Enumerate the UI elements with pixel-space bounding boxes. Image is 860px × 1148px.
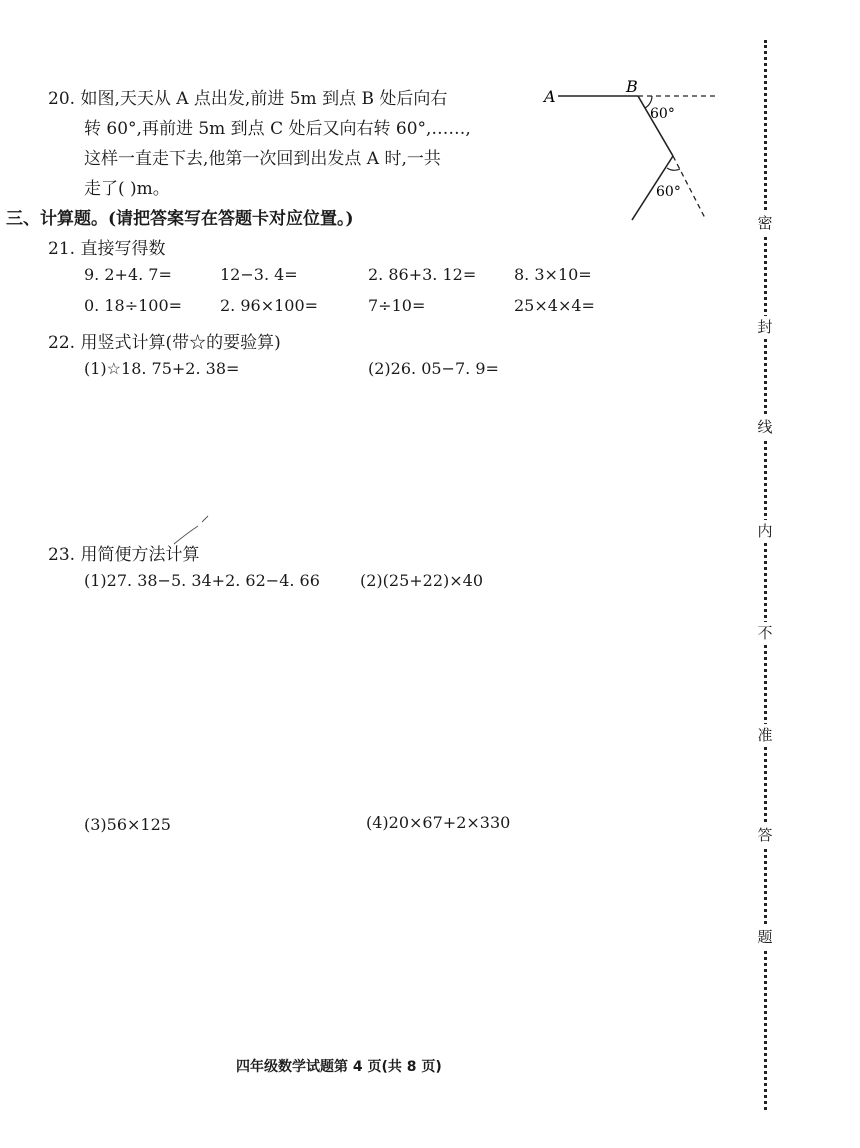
angle-label-2: 60° xyxy=(656,184,681,200)
q23-item-1: (1)27. 38−5. 34+2. 62−4. 66 xyxy=(84,571,320,590)
q21-row2-item4: 25×4×4= xyxy=(514,296,595,315)
point-b-label: B xyxy=(626,77,638,96)
q21-row2-item1: 0. 18÷100= xyxy=(84,296,183,315)
q20-line-2: 转 60°,再前进 5m 到点 C 处后又向右转 60°,……, xyxy=(84,119,471,139)
q21-row1-item4: 8. 3×10= xyxy=(514,265,592,284)
q22-title: 22. 用竖式计算(带☆的要验算) xyxy=(48,333,281,353)
q21-title: 21. 直接写得数 xyxy=(48,239,166,259)
point-a-label: A xyxy=(544,87,556,106)
seal-char-5: 不 xyxy=(754,622,776,644)
q23-title: 23. 用简便方法计算 xyxy=(48,545,200,565)
seal-char-1: 密 xyxy=(754,212,776,234)
q20-line-1: 20. 如图,天天从 A 点出发,前进 5m 到点 B 处后向右 xyxy=(48,89,448,109)
angle-label-1: 60° xyxy=(650,106,675,122)
angle-arc-2 xyxy=(667,168,680,170)
section-heading: 三、计算题。(请把答案写在答题卡对应位置。) xyxy=(6,209,354,229)
seal-char-7: 答 xyxy=(754,824,776,846)
seal-char-2: 封 xyxy=(754,316,776,338)
q23-item-4: (4)20×67+2×330 xyxy=(366,813,511,832)
q22-item-1: (1)☆18. 75+2. 38= xyxy=(84,359,240,378)
seal-char-3: 线 xyxy=(754,416,776,438)
q21-row2-item2: 2. 96×100= xyxy=(220,296,319,315)
q21-row1-item2: 12−3. 4= xyxy=(220,265,298,284)
q22-item-2: (2)26. 05−7. 9= xyxy=(368,359,499,378)
q21-row1-item1: 9. 2+4. 7= xyxy=(84,265,172,284)
seal-char-6: 准 xyxy=(754,724,776,746)
seal-dotted-line xyxy=(764,40,767,1110)
q20-line-3: 这样一直走下去,他第一次回到出发点 A 时,一共 xyxy=(84,149,441,169)
q23-item-3: (3)56×125 xyxy=(84,815,171,834)
page-footer: 四年级数学试题第 4 页(共 8 页) xyxy=(236,1059,442,1075)
q23-item-2: (2)(25+22)×40 xyxy=(360,571,484,590)
q20-walk-figure xyxy=(540,76,730,226)
seal-char-8: 题 xyxy=(754,926,776,948)
q21-row1-item3: 2. 86+3. 12= xyxy=(368,265,477,284)
q20-line-4: 走了( )m。 xyxy=(84,179,170,199)
segment-bc xyxy=(638,96,673,156)
q21-row2-item3: 7÷10= xyxy=(368,296,426,315)
seal-char-4: 内 xyxy=(754,520,776,542)
